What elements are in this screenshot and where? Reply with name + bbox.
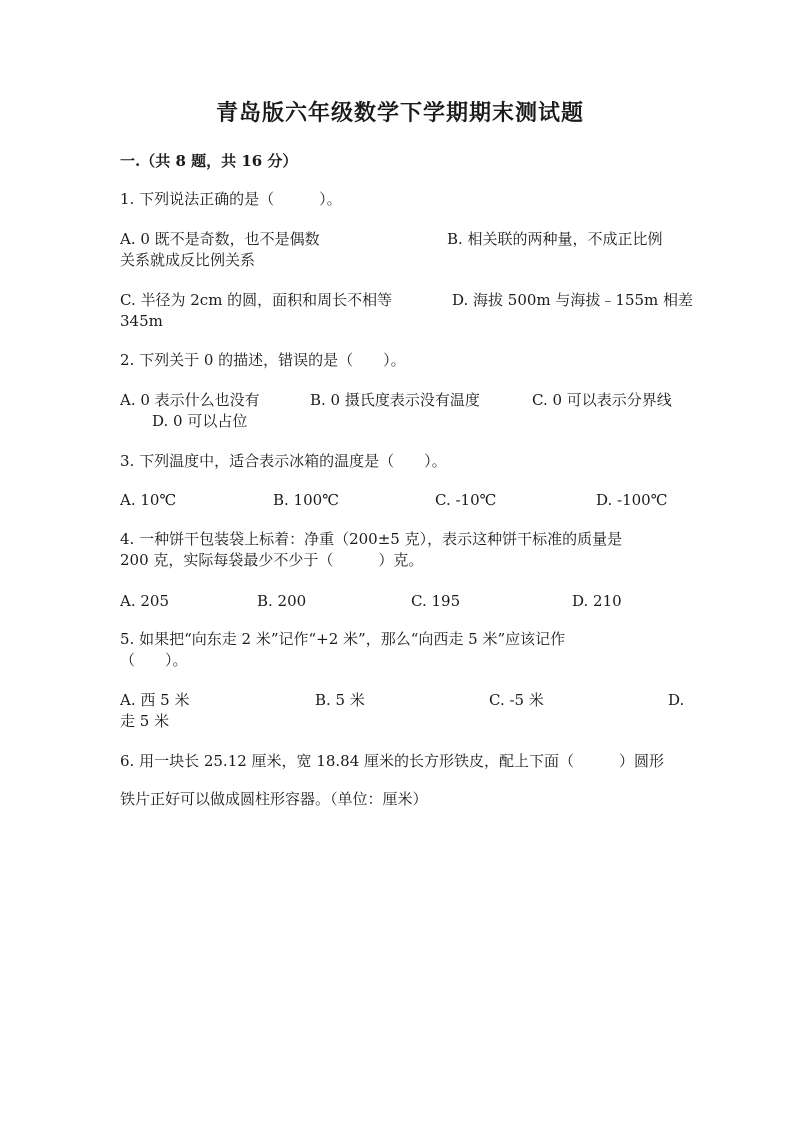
q1-option-b-continued: 关系就成反比例关系 bbox=[120, 251, 256, 269]
q1-option-c: C. 半径为 2cm 的圆，面积和周长不相等 bbox=[120, 291, 393, 309]
question-2-stem: 2. 下列关于 0 的描述，错误的是（ ）。 bbox=[120, 351, 406, 369]
q1-option-a: A. 0 既不是奇数，也不是偶数 bbox=[120, 230, 320, 248]
q5-option-d: D. bbox=[668, 691, 685, 709]
question-6-stem: 6. 用一块长 25.12 厘米，宽 18.84 厘米的长方形铁皮，配上下面（ ）圆形 bbox=[120, 752, 665, 770]
q3-option-c: C. -10℃ bbox=[435, 491, 497, 509]
question-1-stem: 1. 下列说法正确的是（ ）。 bbox=[120, 190, 342, 208]
q3-option-b: B. 100℃ bbox=[273, 491, 339, 509]
q3-option-a: A. 10℃ bbox=[120, 491, 177, 509]
question-5-stem: 5. 如果把“向东走 2 米”记作“+2 米”，那么“向西走 5 米”应该记作 bbox=[120, 630, 566, 648]
q5-option-c: C. -5 米 bbox=[489, 691, 544, 709]
q4-option-d: D. 210 bbox=[572, 592, 622, 610]
section-heading: 一.（共 8 题，共 16 分） bbox=[120, 152, 298, 170]
q4-option-b: B. 200 bbox=[257, 592, 307, 610]
q2-option-b: B. 0 摄氏度表示没有温度 bbox=[310, 391, 480, 409]
q2-option-d: D. 0 可以占位 bbox=[152, 412, 248, 430]
question-3-stem: 3. 下列温度中，适合表示冰箱的温度是（ ）。 bbox=[120, 452, 447, 470]
q1-option-b: B. 相关联的两种量，不成正比例 bbox=[447, 230, 663, 248]
q4-option-a: A. 205 bbox=[120, 592, 169, 610]
page-title: 青岛版六年级数学下学期期末测试题 bbox=[215, 100, 584, 126]
q4-option-c: C. 195 bbox=[411, 592, 461, 610]
q2-option-c: C. 0 可以表示分界线 bbox=[532, 391, 672, 409]
q1-option-d: D. 海拔 500m 与海拔﹣155m 相差 bbox=[452, 291, 694, 309]
q3-option-d: D. -100℃ bbox=[596, 491, 668, 509]
q5-option-d-continued: 走 5 米 bbox=[120, 712, 170, 730]
q5-option-b: B. 5 米 bbox=[315, 691, 365, 709]
q2-option-a: A. 0 表示什么也没有 bbox=[120, 391, 260, 409]
question-4-stem-continued: 200 克，实际每袋最少不少于（ ）克。 bbox=[120, 551, 424, 569]
q5-option-a: A. 西 5 米 bbox=[120, 691, 190, 709]
question-6-stem-continued: 铁片正好可以做成圆柱形容器。（单位：厘米） bbox=[120, 790, 428, 808]
question-5-stem-continued: （ ）。 bbox=[120, 651, 188, 669]
q1-option-d-continued: 345m bbox=[120, 312, 163, 330]
question-4-stem: 4. 一种饼干包装袋上标着：净重（200±5 克），表示这种饼干标准的质量是 bbox=[120, 530, 623, 548]
